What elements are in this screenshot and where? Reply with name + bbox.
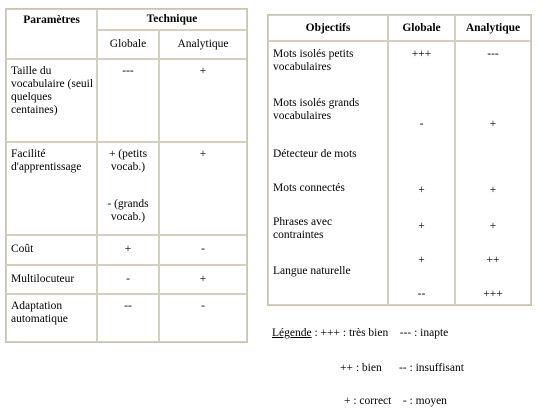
row-analytique: + <box>159 265 247 294</box>
list-item-value: + <box>418 184 425 196</box>
list-item: Phrases avec contraintes <box>273 216 333 241</box>
header-parametres: Paramètres <box>6 9 97 59</box>
legend-line-1 <box>272 326 448 340</box>
objectifs-column <box>268 41 388 305</box>
list-item-value: -- <box>417 288 426 300</box>
header-technique: Technique <box>97 9 247 30</box>
list-item: Langue naturelle <box>273 265 351 277</box>
legend-line-2: ++ : bien -- : insuffisant <box>340 362 464 374</box>
list-item-value: + <box>418 220 425 232</box>
row-globale: - <box>97 265 159 294</box>
table-row <box>6 265 247 294</box>
row-param: Facilité d'apprentissage <box>6 142 97 236</box>
row-globale: + (petits vocab.) <box>108 147 148 173</box>
row-analytique: + <box>159 142 247 236</box>
list-item-value: +++ <box>411 48 432 60</box>
list-item: Mots isolés petits vocabulaires <box>273 48 354 73</box>
list-item-value: + <box>489 118 497 130</box>
row-param: Coût <box>6 235 97 264</box>
row-param: Multilocuteur <box>6 265 97 294</box>
table-row <box>6 235 247 264</box>
list-item-value: - <box>419 118 424 130</box>
globale-column <box>388 41 455 305</box>
row-globale: -- <box>97 294 159 342</box>
list-item: Mots isolés grands vocabulaires <box>273 97 360 122</box>
parameters-table <box>5 8 248 343</box>
row-globale: + <box>97 235 159 264</box>
legend-title: Légende <box>272 327 312 339</box>
list-item-value: + <box>489 184 497 196</box>
header-globale: Globale <box>388 15 455 41</box>
list-item: Détecteur de mots <box>273 148 357 160</box>
row-param: Taille du vocabulaire (seuil quelques centaines) <box>6 59 97 141</box>
objectives-table <box>267 14 532 306</box>
list-item-value: ++ <box>486 254 500 266</box>
table-row <box>6 59 247 141</box>
objectives-body <box>268 41 531 305</box>
row-globale-2: - (grands vocab.) <box>107 197 149 223</box>
list-item-value: --- <box>487 48 499 60</box>
row-analytique: - <box>159 235 247 264</box>
header-analytique: Analytique <box>159 30 247 59</box>
list-item-value: +++ <box>483 288 503 300</box>
row-analytique: - <box>159 294 247 342</box>
table-row <box>6 294 247 342</box>
row-globale: --- <box>97 59 159 141</box>
row-param: Adaptation automatique <box>6 294 97 342</box>
legend-line-3: + : correct - : moyen <box>344 395 447 407</box>
header-globale: Globale <box>97 30 159 59</box>
analytique-column <box>455 41 531 305</box>
row-globale-cell <box>97 142 159 236</box>
list-item-value: + <box>489 220 497 232</box>
legend-text-1: : +++ : très bien --- : inapte <box>311 327 449 339</box>
table-row <box>6 142 247 236</box>
header-objectifs: Objectifs <box>268 15 388 41</box>
list-item: Mots connectés <box>273 182 345 194</box>
header-analytique: Analytique <box>455 15 531 41</box>
list-item-value: + <box>418 254 425 266</box>
row-analytique: + <box>159 59 247 141</box>
